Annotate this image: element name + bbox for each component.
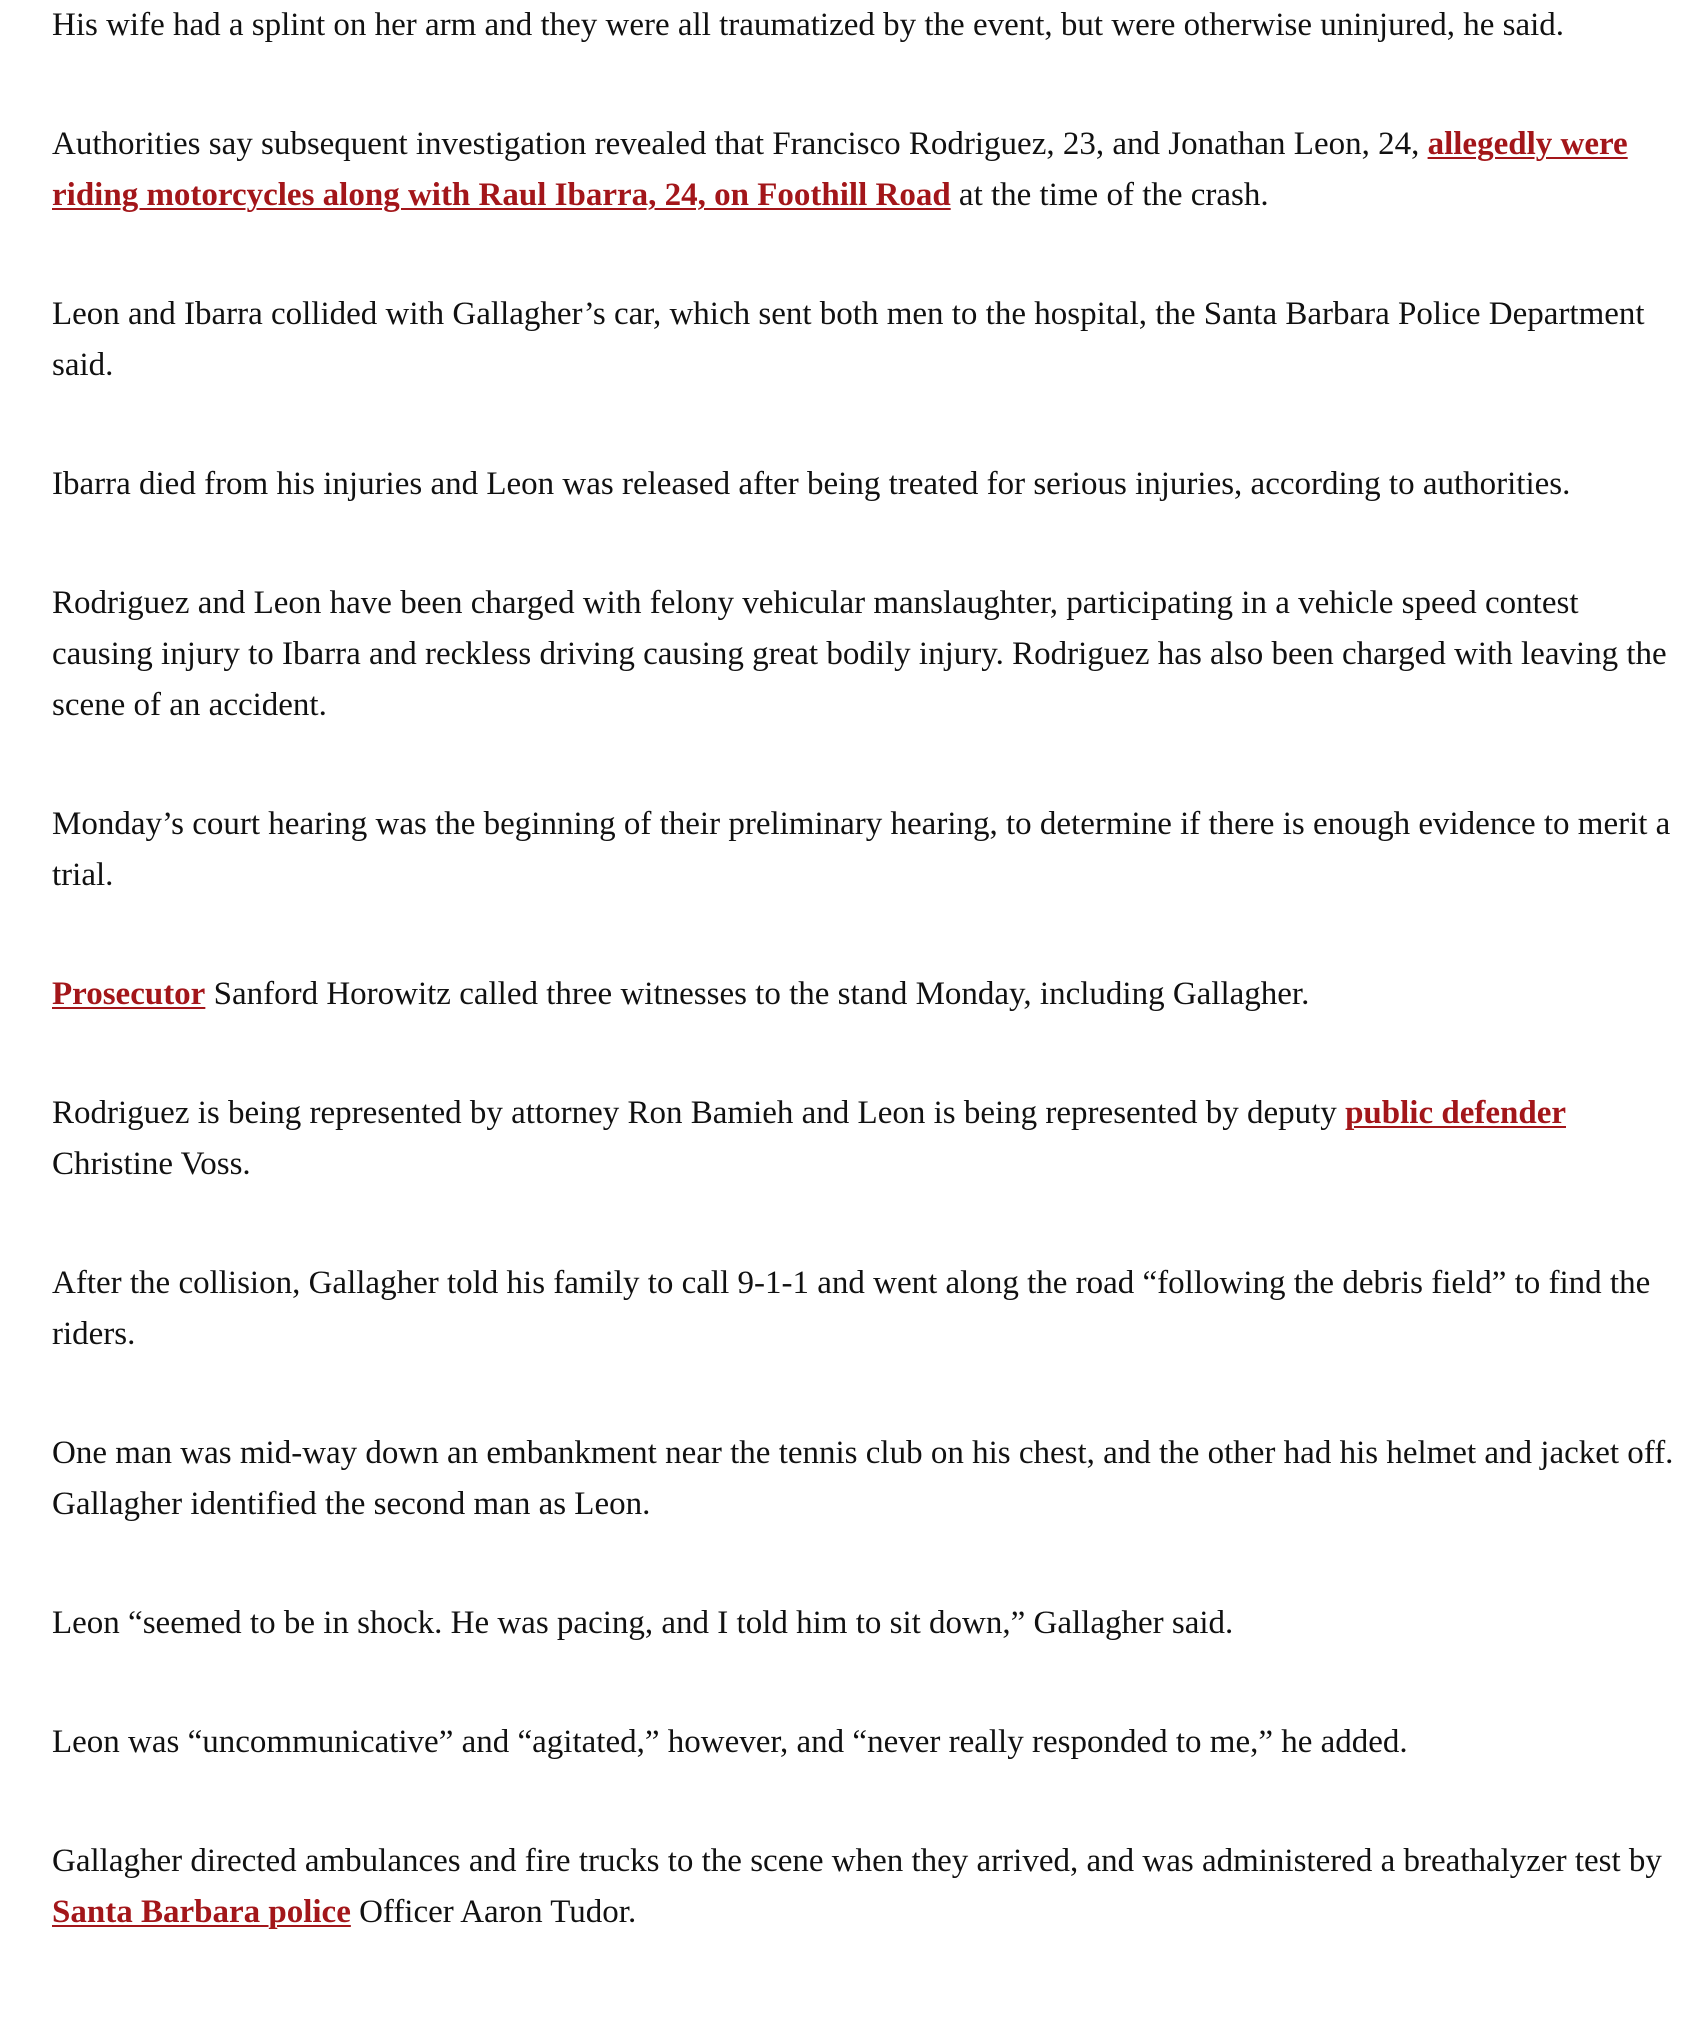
paragraph-embankment: One man was mid-way down an embankment near the tennis club on his chest, and the other had his helmet and jacket off. Gallagher identified the second man as Leon. xyxy=(52,1435,1674,1522)
paragraph-preliminary-hearing: Monday’s court hearing was the beginning of their preliminary hearing, to determine if there is enough evidence to merit a trial. xyxy=(52,806,1671,893)
santa-barbara-police-link[interactable]: Santa Barbara police xyxy=(52,1894,351,1930)
paragraph-breathalyzer-text-before: Gallagher directed ambulances and fire trucks to the scene when they arrived, and was administered a breathalyzer test by xyxy=(52,1843,1662,1879)
paragraph-investigation xyxy=(52,119,1682,221)
paragraph-shock-quote: Leon “seemed to be in shock. He was pacing, and I told him to sit down,” Gallagher said. xyxy=(52,1605,1234,1641)
paragraph-after-collision: After the collision, Gallagher told his family to call 9-1-1 and went along the road “following the debris field” to find the riders. xyxy=(52,1265,1651,1352)
paragraph-injuries: Ibarra died from his injuries and Leon was released after being treated for serious injuries, according to authorities. xyxy=(52,466,1571,502)
paragraph-representation xyxy=(52,1088,1682,1190)
paragraph-uncommunicative: Leon was “uncommunicative” and “agitated,” however, and “never really responded to me,” he added. xyxy=(52,1724,1408,1760)
motorcycles-foothill-road-link[interactable]: allegedly were riding motorcycles along with Raul Ibarra, 24, on Foothill Road xyxy=(52,126,1628,213)
prosecutor-link[interactable]: Prosecutor xyxy=(52,976,206,1012)
paragraph-prosecutor-text-after: Sanford Horowitz called three witnesses to the stand Monday, including Gallagher. xyxy=(205,976,1310,1012)
paragraph-representation-text-after: Christine Voss. xyxy=(52,1146,251,1182)
paragraph-prosecutor xyxy=(52,969,1682,1020)
paragraph-charges: Rodriguez and Leon have been charged with felony vehicular manslaughter, participating in a vehicle speed contest causing injury to Ibarra and reckless driving causing great bodily injury. Rodriguez has also been charged with leaving the scene of an accident. xyxy=(52,585,1667,723)
paragraph-investigation-text-after: at the time of the crash. xyxy=(950,177,1269,213)
paragraph-collision: Leon and Ibarra collided with Gallagher’s car, which sent both men to the hospital, the Santa Barbara Police Department said. xyxy=(52,296,1645,383)
paragraph-investigation-text-before: Authorities say subsequent investigation revealed that Francisco Rodriguez, 23, and Jonathan Leon, 24, xyxy=(52,126,1428,162)
paragraph-wife-splint: His wife had a splint on her arm and they were all traumatized by the event, but were otherwise uninjured, he said. xyxy=(52,7,1565,43)
paragraph-breathalyzer xyxy=(52,1836,1682,1938)
paragraph-representation-text-before: Rodriguez is being represented by attorney Ron Bamieh and Leon is being represented by deputy xyxy=(52,1095,1346,1131)
paragraph-breathalyzer-text-after: Officer Aaron Tudor. xyxy=(350,1894,637,1930)
article-body xyxy=(52,0,1682,2006)
public-defender-link[interactable]: public defender xyxy=(1345,1095,1566,1131)
